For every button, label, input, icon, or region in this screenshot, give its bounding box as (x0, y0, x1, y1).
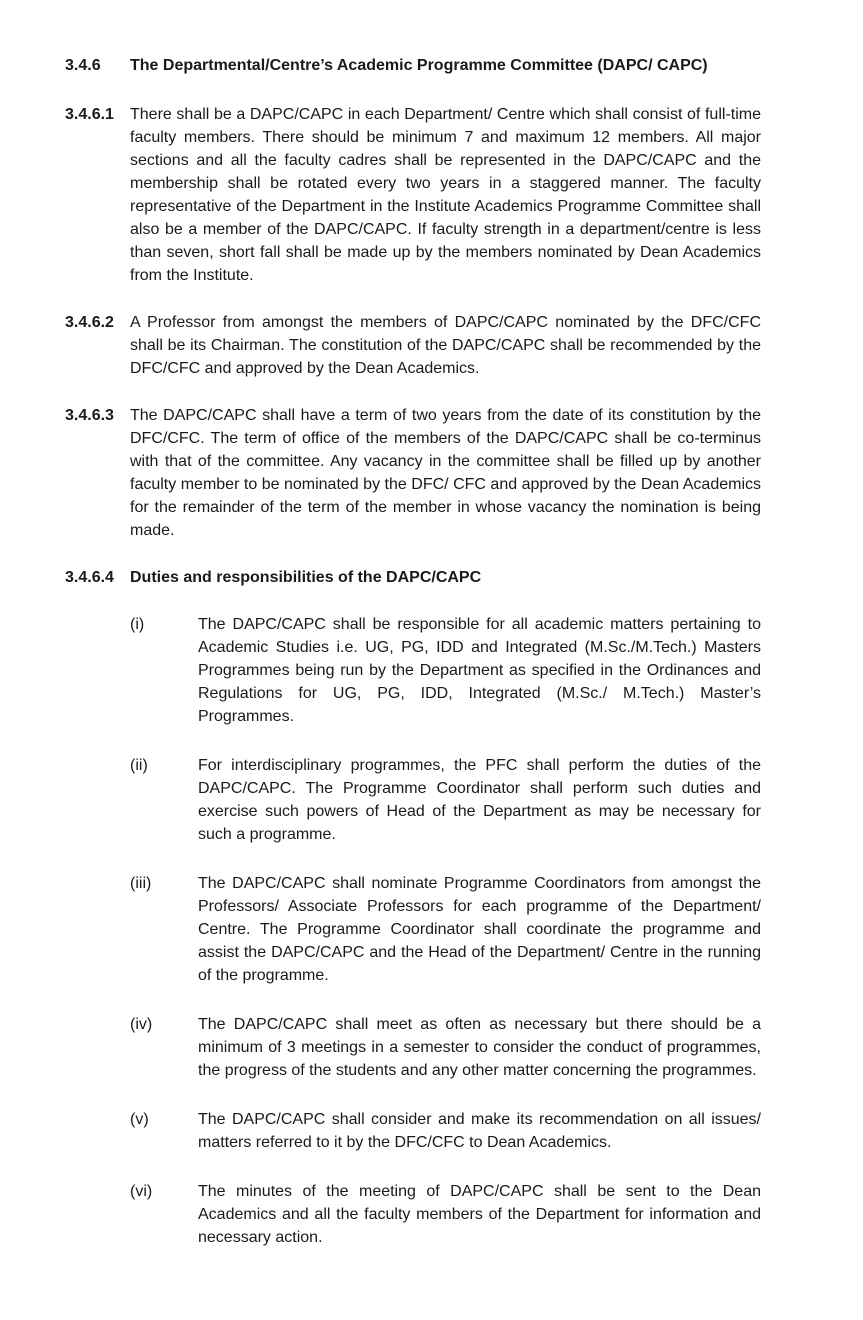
duty-marker: (iii) (130, 875, 152, 892)
duty-text: The DAPC/CAPC shall nominate Programme Coordinators from amongst the Professors/ Associate Professors for each programme of the Department/ Centre. The Programme Coordinator shall coordinate the programme and assist the DAPC/CAPC and the Head of the Department/ Centre in the running of the programme. (198, 875, 761, 984)
duty-item (130, 872, 761, 987)
section-body: There shall be a DAPC/CAPC in each Department/ Centre which shall consist of full-time faculty members. There should be minimum 7 and maximum 12 members. All major sections and all the faculty cadres shall be represented in the DAPC/CAPC and the membership shall be rotated every two years in a staggered manner. The faculty representative of the Department in the Institute Academics Programme Committee shall also be a member of the DAPC/CAPC. If faculty strength in a department/centre is less than seven, short fall shall be made up by the members nominated by Dean Academics from the Institute. (130, 106, 761, 284)
duties-list (65, 613, 761, 1249)
duty-marker: (ii) (130, 757, 148, 774)
duty-text: For interdisciplinary programmes, the PFC shall perform the duties of the DAPC/CAPC. The Programme Coordinator shall perform such duties and exercise such powers of Head of the Department as may be necessary for such a programme. (198, 757, 761, 843)
duty-marker: (vi) (130, 1183, 153, 1200)
section-heading: Duties and responsibilities of the DAPC/CAPC (130, 569, 482, 586)
section-3-4-6 (65, 54, 761, 77)
duty-marker: (v) (130, 1111, 149, 1128)
section-3-4-6-1 (65, 103, 761, 287)
duty-item (130, 613, 761, 728)
section-body: A Professor from amongst the members of DAPC/CAPC nominated by the DFC/CFC shall be its Chairman. The constitution of the DAPC/CAPC shall be recommended by the DFC/CFC and approved by the Dean Academics. (130, 314, 761, 377)
duty-text: The DAPC/CAPC shall be responsible for all academic matters pertaining to Academic Studies i.e. UG, PG, IDD and Integrated (M.Sc./M.Tech.) Masters Programmes being run by the Department as specified in the Ordinances and Regulations for UG, PG, IDD, Integrated (M.Sc./ M.Tech.) Master’s Programmes. (198, 616, 761, 725)
section-body: The DAPC/CAPC shall have a term of two years from the date of its constitution by the DFC/CFC. The term of office of the members of the DAPC/CAPC shall be co-terminus with that of the committee. Any vacancy in the committee shall be filled up by another faculty member to be nominated by the DFC/ CFC and approved by the Dean Academics for the remainder of the term of the member in whose vacancy the nomination is being made. (130, 407, 761, 539)
section-number: 3.4.6.3 (65, 407, 114, 424)
duty-text: The minutes of the meeting of DAPC/CAPC shall be sent to the Dean Academics and all the faculty members of the Department for information and necessary action. (198, 1183, 761, 1246)
duty-item (130, 754, 761, 846)
duty-marker: (iv) (130, 1016, 153, 1033)
section-3-4-6-4 (65, 566, 761, 589)
duty-item (130, 1013, 761, 1082)
section-heading: The Departmental/Centre’s Academic Programme Committee (DAPC/ CAPC) (130, 57, 708, 74)
section-number: 3.4.6.4 (65, 569, 114, 586)
section-number: 3.4.6 (65, 57, 101, 74)
section-3-4-6-3 (65, 404, 761, 542)
duty-text: The DAPC/CAPC shall meet as often as necessary but there should be a minimum of 3 meetings in a semester to consider the conduct of programmes, the progress of the students and any other matter concerning the programmes. (198, 1016, 761, 1079)
duty-item (130, 1180, 761, 1249)
duty-text: The DAPC/CAPC shall consider and make its recommendation on all issues/ matters referred to it by the DFC/CFC to Dean Academics. (198, 1111, 761, 1151)
section-3-4-6-2 (65, 311, 761, 380)
section-number: 3.4.6.2 (65, 314, 114, 331)
section-number: 3.4.6.1 (65, 106, 114, 123)
duty-marker: (i) (130, 616, 145, 633)
duty-item (130, 1108, 761, 1154)
